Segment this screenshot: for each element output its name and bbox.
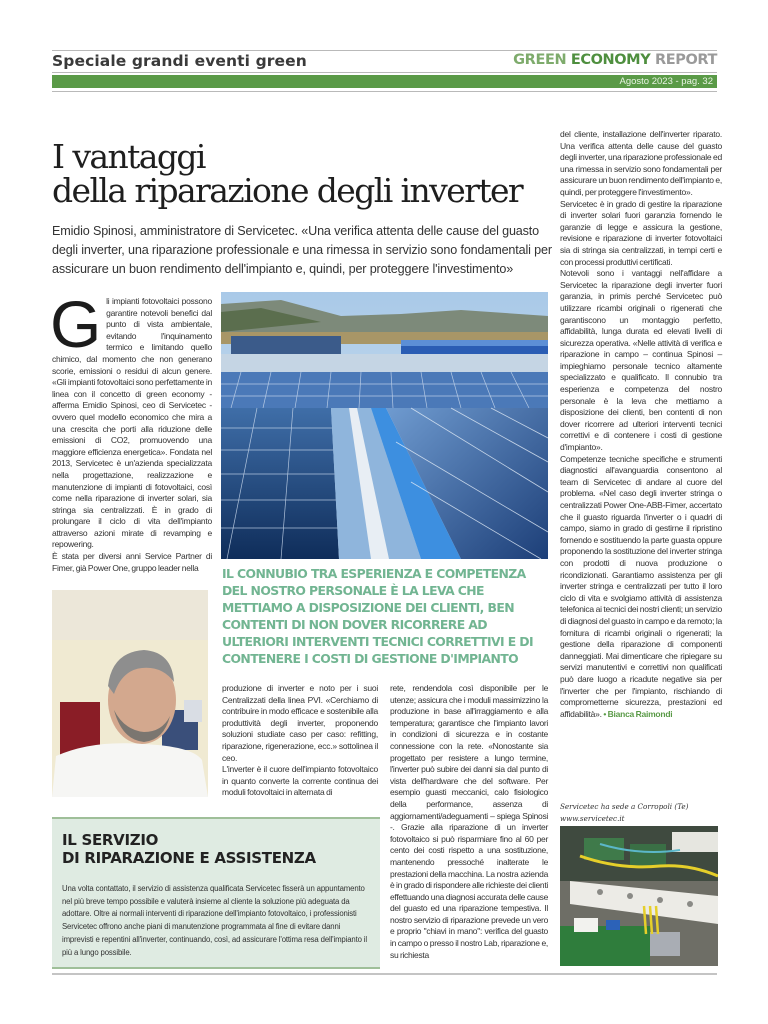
box-title-line-1: IL SERVIZIO <box>62 831 159 849</box>
body-column-middle-2 <box>390 683 548 961</box>
drop-cap: G <box>50 287 102 361</box>
photo-caption <box>560 801 689 825</box>
issue-info: Agosto 2023 - pag. 32 <box>619 76 713 87</box>
paragraph: produzione di inverter e noto per i suoi Centralizzati della linea PVI. «Cerchiamo di contribuire in modo efficace e sostenibile alla produttività degli inverter, proponendo soluzioni studiate caso per caso: refitting, riparazione, rigenerazione, ecc.» sottolinea il ceo. <box>222 683 378 763</box>
inverter-illustration <box>560 826 718 966</box>
paragraph <box>560 454 722 721</box>
paragraph: Servicetec è in grado di gestire la riparazione di inverter solari fuori garanzia fornendo le garanzie di legge e assicura la gestione, revisione e riparazione di inverter fotovoltaici sia di stringa sia centralizzati, in tempi certi e con processi produttivi certificati. <box>560 198 722 267</box>
portrait-photo-emidio-spinosi <box>52 590 208 797</box>
page-bottom-rule <box>52 973 717 975</box>
box-title <box>62 831 316 867</box>
paragraph-text: Competenze tecniche specifiche e strumenti diagnostici all'avanguardia consentono al team di Servicetec di andare al cuore del problema. «Nel caso degli inverter stringa o centralizzati Power One-ABB-Fimer, accertato che il guasto riguarda l'inverter o i quadri di campo, siamo in grado di gestirne il ripristino fornendo e sostituendo la parte guasta oppure proponendo la sostituzione del inverter stringa con prodotti di nuova produzione o ricondizionati. Garantiamo assistenza per gli inverter stringa e centralizzati per tutto il loro ciclo di vita e svolgiamo attività di assistenza telefonica ai tecnici dei nostri clienti; un servizio di diagnosi del guasto in campo e da remoto; la fornitura di ricambi originali o rigenerati; la gestione della riparazione di componenti danneggiati. Mai dimenticare che ripiegare su servizi manutentivi e correttivi non qualificati può dare luogo a ricadute negative sia per l'inverter che per l'impianto, rischiando di comprometterne sicurezza, prestazioni ed affidabilità». <box>560 453 722 719</box>
caption-location: Servicetec ha sede a Corropoli (Te) <box>560 802 689 811</box>
title-line-1: I vantaggi <box>52 137 205 176</box>
body-column-right <box>560 129 722 720</box>
brand-part-report: REPORT <box>654 52 717 68</box>
header-top-rule <box>52 50 717 51</box>
box-text: Una volta contattato, il servizio di assistenza qualificata Servicetec fisserà un appuntamento nel più breve tempo possibile e valuterà insieme al cliente la soluzione più adeguata da adottare. Oltre ai normali interventi di riparazione dell'impianto fotovoltaico, i professionisti Servicetec offrono anche piani di manutenzione programmata al fine di evitare danni imprevisti e repentini all'inverter, continuando, così, ad assicurare l'ottima resa dell'impianto il più a lungo possibile. <box>62 884 367 957</box>
body-column-middle-1 <box>222 683 378 799</box>
pull-quote: IL CONNUBIO TRA ESPERIENZA E COMPETENZA DEL NOSTRO PERSONALE È LA LEVA CHE METTIAMO A DISPOSIZIONE DEI CLIENTI, BEN CONTENTI DI NON DOVER RICORRERE AD ULTERIORI INTERVENTI TECNICI CORRETTIVI E DI CONTENERE I COSTI DI GESTIONE D'IMPIANTO <box>222 566 533 666</box>
solar-panels-illustration <box>221 292 548 559</box>
author-byline: • Bianca Raimondi <box>603 708 673 719</box>
article-title <box>52 137 552 210</box>
header-green-band <box>52 75 717 88</box>
section-label: Speciale grandi eventi green <box>52 52 307 70</box>
service-info-box <box>52 817 380 969</box>
header-bottom-rule <box>52 91 717 92</box>
paragraph: L'inverter è il cuore dell'impianto fotovoltaico in quanto converte la corrente continua dei moduli fotovoltaici in alternata di <box>222 764 378 798</box>
header-mid-rule <box>52 72 717 73</box>
inverter-internals-photo <box>560 826 718 966</box>
brand-part-green: GREEN <box>513 52 567 68</box>
paragraph: li impianti fotovoltaici possono garantire notevoli benefici dal punto di vista ambientale, evitando l'inquinamento termico e limitando quello chimico, dal momento che non generano scorie, emissioni o residui di alcun genere. «Gli impianti fotovoltaici sono perfettamente in linea con il concetto di green economy - afferma Emidio Spinosi, ceo di Servicetec - ovvero quel modello economico che mira a una crescita che porti alla riduzione delle emissioni di CO2, promuovendo una maggiore efficienza energetica». Fondata nel 2013, Servicetec è un'azienda specializzata nella progettazione, realizzazione e manutenzione di impianti di fotovoltaici, così come nella riparazione di inverter solari, sia stringa sia centralizzati. È in grado di prolungare il ciclo di vita dell'impianto attraverso azioni mirate di revamping e repowering. <box>52 296 212 550</box>
paragraph: È stata per diversi anni Service Partner di Fimer, già Power One, gruppo leader nella <box>52 551 212 573</box>
paragraph: Notevoli sono i vantaggi nell'affidare a Servicetec la riparazione degli inverter fuori garanzia, in primis perché Servicetec può utilizzare ricambi originali o rigenerati che garantiscono un montaggio perfetto, affidabilità, lunga durata ed elevati livelli di sicurezza operativa. «Nelle attività di verifica e riparazione in campo – continua Spinosi – impieghiamo personale tecnico altamente specializzato e qualificato. Il connubio tra esperienza e competenza del nostro personale è la leva che mettiamo a disposizione dei clienti, ben contenti di non dover ricorrere ad ulteriori interventi tecnici correttivi e di contenere i costi di gestione d'impianto». <box>560 268 722 453</box>
caption-website: www.servicetec.it <box>560 814 625 823</box>
brand-part-economy: ECONOMY <box>570 52 651 68</box>
paragraph: del cliente, installazione dell'inverter riparato. Una verifica attenta delle cause del guasto degli inverter, una riparazione professionale ed una rimessa in servizio sono fondamentali per assicurare un buon rendimento dell'impianto e, quindi, per proteggere l'investimento». <box>560 129 722 197</box>
body-column-left <box>50 287 212 574</box>
solar-rooftop-photo <box>221 292 548 559</box>
portrait-illustration <box>52 590 208 797</box>
publication-brand <box>513 52 717 68</box>
box-title-line-2: DI RIPARAZIONE E ASSISTENZA <box>62 849 316 867</box>
title-line-2: della riparazione degli inverter <box>52 171 523 210</box>
article-standfirst: Emidio Spinosi, amministratore di Servicetec. «Una verifica attenta delle cause del guasto degli inverter, una riparazione professionale e una rimessa in servizio sono fondamentali per assicurare un buon rendimento dell'impianto e, quindi, per proteggere l'investimento» <box>52 224 552 276</box>
paragraph: rete, rendendola così disponibile per le utenze; assicura che i moduli massimizzino la produzione in base all'irraggiamento e alla temperatura; garantisce che l'impianto lavori in condizioni di sicurezza e in costante connessione con la rete. «Nonostante sia progettato per resistere a lungo termine, l'inverter può subire dei danni sia dal punto di vista dell'hardware che del software. Per esempio guasti meccanici, calo fisiologico della performance, assenza di aggiornamenti/adeguamenti – spiega Spinosi -. Grazie alla riparazione di un inverter fotovoltaico si può risparmiare fino al 60 per cento dei costi rispetto a una sostituzione, mantenendo pressoché inalterate le prestazioni della macchina. La nostra azienda è in grado di rispondere alle richieste dei clienti effettuando una diagnosi accurata delle cause del guasto ed una riparazione tempestiva. Il nostro servizio di riparazione prevede un vero e proprio "chiavi in mano": verifica del guasto in campo o presso il nostro Lab, riparazione e, su richiesta <box>390 683 548 960</box>
